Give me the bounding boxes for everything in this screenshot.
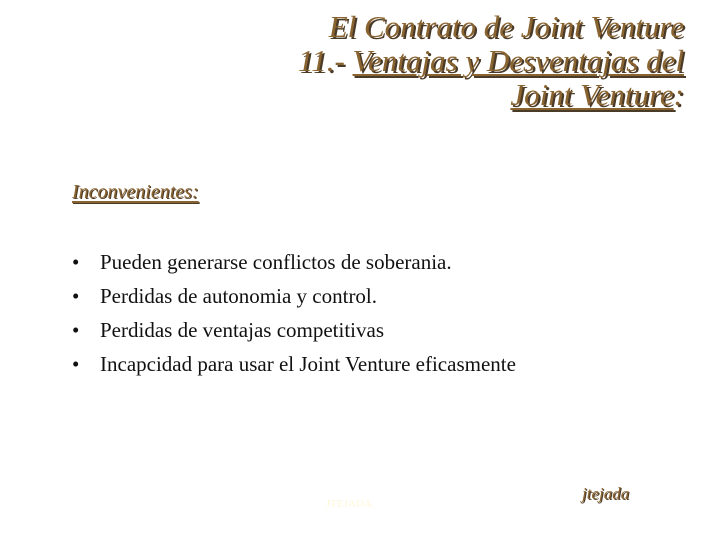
bullet-list: [72, 250, 516, 386]
list-item-text: Perdidas de ventajas competitivas: [100, 318, 385, 342]
list-item: [72, 352, 516, 386]
section-heading-colon: :: [191, 181, 199, 203]
bullet-icon: •: [72, 318, 80, 342]
author-label: jtejada: [582, 484, 630, 503]
title-number: 11.-: [298, 43, 353, 78]
bullet-icon: •: [72, 250, 80, 274]
title-colon: :: [673, 77, 684, 112]
list-item: [72, 284, 516, 318]
list-item-text: Incapcidad para usar el Joint Venture eficasmente: [100, 352, 516, 376]
title-subject-cont: Joint Venture: [510, 77, 674, 112]
title-line-1: El Contrato de Joint Venture: [328, 9, 684, 44]
list-item-text: Perdidas de autonomia y control.: [100, 284, 378, 308]
list-item: [72, 250, 516, 284]
bullet-icon: •: [72, 284, 80, 308]
title-line-3: [124, 78, 684, 112]
footer-watermark: JTEJADA: [326, 498, 372, 510]
title-line-2: [124, 44, 684, 78]
section-heading: [72, 181, 199, 204]
list-item-text: Pueden generarse conflictos de soberania.: [100, 250, 452, 274]
title-subject: Ventajas y Desventajas del: [352, 43, 684, 78]
slide-title: [124, 10, 684, 112]
bullet-icon: •: [72, 352, 80, 376]
section-heading-text: Inconvenientes: [72, 181, 192, 203]
list-item: [72, 318, 516, 352]
